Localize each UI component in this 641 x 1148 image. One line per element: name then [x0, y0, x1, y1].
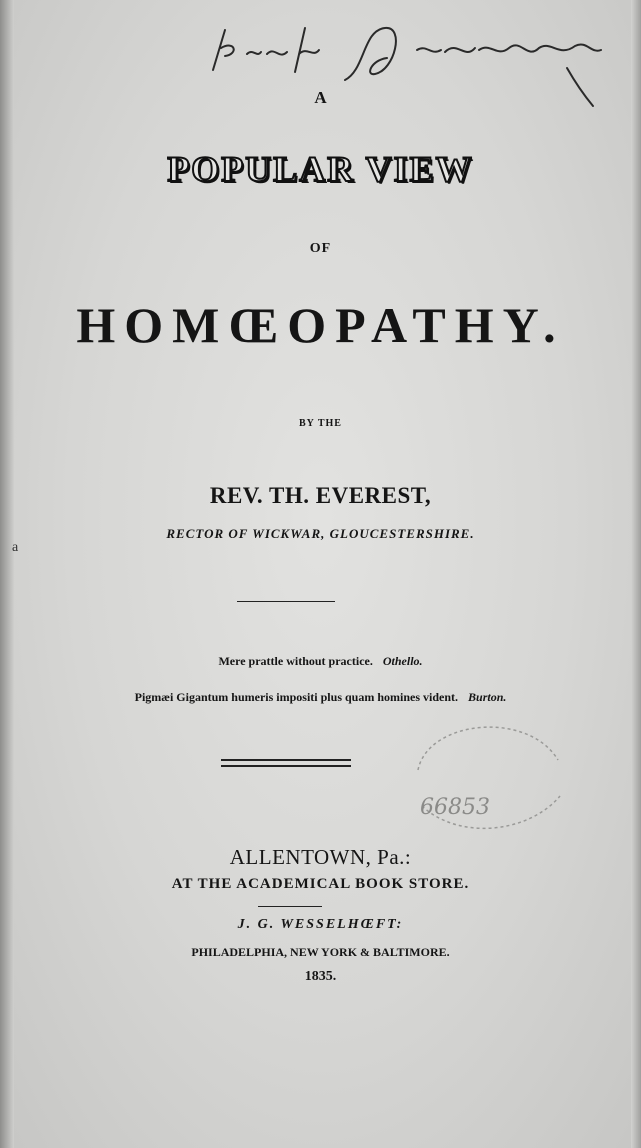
imprint-cities: PHILADELPHIA, NEW YORK & BALTIMORE. — [191, 945, 450, 959]
stamp-number: 66853 — [420, 795, 490, 820]
signature-text — [0, 0, 1, 1]
imprint-publisher: J. G. WESSELHŒFT: — [237, 917, 404, 932]
library-stamp — [398, 710, 568, 840]
title-article: A — [314, 88, 327, 107]
title-line-popular-view: POPULAR VIEW — [167, 149, 474, 189]
double-rule — [221, 759, 351, 767]
imprint-year: 1835. — [304, 969, 337, 984]
epigraph-1 — [0, 654, 641, 669]
imprint-city: ALLENTOWN, Pa.: — [229, 845, 412, 869]
title-of: OF — [309, 241, 332, 256]
imprint-store: AT THE ACADEMICAL BOOK STORE. — [171, 876, 470, 892]
author-name: REV. TH. EVEREST, — [209, 483, 432, 508]
epigraph-1-text: Mere prattle without practice. — [218, 654, 373, 668]
main-title: HOMŒOPATHY. — [76, 297, 565, 353]
epigraph-1-source: Othello. — [382, 654, 423, 668]
author-position: RECTOR OF WICKWAR, GLOUCESTERSHIRE. — [166, 526, 475, 541]
imprint-rule — [258, 906, 322, 907]
margin-mark: a — [12, 540, 19, 555]
epigraph-2-text: Pigmæi Gigantum humeris impositi plus quam homines vident. — [134, 690, 459, 704]
divider-rule — [237, 601, 335, 602]
epigraph-2-source: Burton. — [468, 690, 507, 704]
by-the: BY THE — [299, 418, 342, 429]
epigraph-2 — [0, 690, 641, 705]
